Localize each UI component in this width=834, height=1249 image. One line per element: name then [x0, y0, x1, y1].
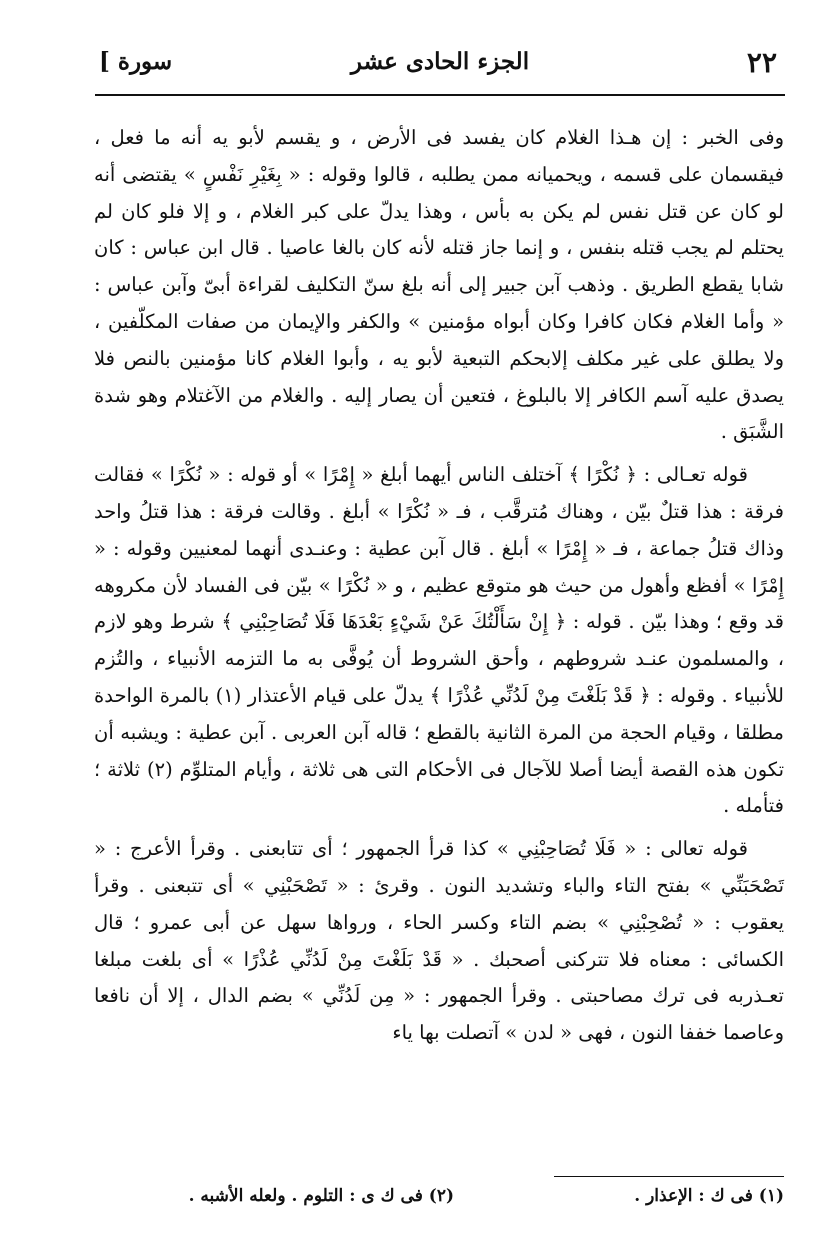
paragraph-3: قوله تعالى : « فَلَا تُصَاحِبْنِي » كذا قرأ الجمهور ؛ أى تتابعنى . وقرأ الأعرج : « تَصْحَبَنِّي » بفتح التاء والباء وتشديد النون . وقرئ : « تَصْحَبْنِي » أى تتبعنى . وقرأ يعقوب : « تُصْحِبْنِي » بضم التاء وكسر الحاء ، ورواها سهل عن أبى عمرو ؛ قال الكسائى : معناه فلا تتركنى أصحبك . « قَدْ بَلَغْتَ مِنْ لَدُنِّي عُذْرًا » أى بلغت مبلغا تعـذربه فى ترك مصاحبتى . وقرأ الجمهور : « مِن لَدُنِّي » بضم الدال ، إلا أن نافعا وعاصما خففا النون ، فهى « لدن » آتصلت بها ياء: [94, 837, 784, 1045]
paragraph-1: وفى الخبر : إن هـذا الغلام كان يفسد فى الأرض ، و يقسم لأبو يه أنه ما فعل ، فيقسمان على قسمه ، ويحميانه ممن يطلبه ، قالوا وقوله : « بِغَيْرِ نَفْسٍ » يقتضى أنه لو كان عن قتل نفس لم يكن به بأس ، وهذا يدلّ على كبر الغلام ، و إلا فلو كان لم يحتلم لم يجب قتله بنفس ، و إنما جاز قتله لأنه كان بالغا عاصيا . قال ابن عباس : كان شابا يقطع الطريق . وذهب آبن جبير إلى أنه بلغ سنّ التكليف لقراءة أبىّ وآبن عباس : « وأما الغلام فكان كافرا وكان أبواه مؤمنين » والكفر والإيمان من صفات المكلّفين ، ولا يطلق على غير مكلف إلابحكم التبعية لأبو يه ، وأبوا الغلام كانا مؤمنين بالنص فلا يصدق عليه آسم الكافر إلا بالبلوغ ، فتعين أن يصار إليه . والغلام من الآغتلام وهو شدة الشَّبَق .: [94, 126, 784, 444]
surah-label: سورة ]: [99, 48, 173, 75]
part-title: الجزء الحادى عشر: [350, 48, 530, 75]
footnote-rule: [554, 1176, 784, 1177]
header-rule: [95, 94, 785, 96]
footnote-1: (١) فى ك : الإعذار .: [634, 1186, 784, 1206]
page-number: ٢٢: [746, 46, 777, 79]
paragraph-2: قوله تعـالى : ﴿ نُكْرًا ﴾ آختلف الناس أيهما أبلغ « إِمْرًا » أو قوله : « نُكْرًا » فقالت فرقة : هذا قتلٌ بيّن ، وهناك مُترقَّب ، فـ « نُكْرًا » أبلغ . وقالت فرقة : هذا قتلُ واحد وذاك قتلُ جماعة ، فـ « إِمْرًا » أبلغ . قال آبن عطية : وعنـدى أنهما لمعنيين وقوله : « إِمْرًا » أفظع وأهول من حيث هو متوقع عظيم ، و « نُكْرًا » بيّن فى الفساد لأن مكروهه قد وقع ؛ وهذا بيّن . قوله : ﴿ إِنْ سَأَلْتُكَ عَنْ شَيْءٍ بَعْدَهَا فَلَا تُصَاحِبْنِي ﴾ شرط وهو لازم ، والمسلمون عنـد شروطهم ، وأحق الشروط أن يُوفَّى به ما التزمه الأنبياء ، والتُزم للأنبياء . وقوله : ﴿ قَدْ بَلَغْتَ مِنْ لَدُنِّي عُذْرًا ﴾ يدلّ على قيام الأعتذار (١) بالمرة الواحدة مطلقا ، وقيام الحجة من المرة الثانية بالقطع ؛ قاله آبن العربى . آبن عطية : ويشبه أن تكون هذه القصة أيضا أصلا للآجال فى الأحكام التى هى ثلاثة ، وأيام المتلوِّم (٢) ثلاثة ؛ فتأمله .: [94, 463, 784, 818]
page-header: [95, 40, 785, 84]
main-text: [94, 120, 784, 1052]
footnote-2: (٢) فى ك ى : التلوم . ولعله الأشبه .: [188, 1186, 454, 1206]
